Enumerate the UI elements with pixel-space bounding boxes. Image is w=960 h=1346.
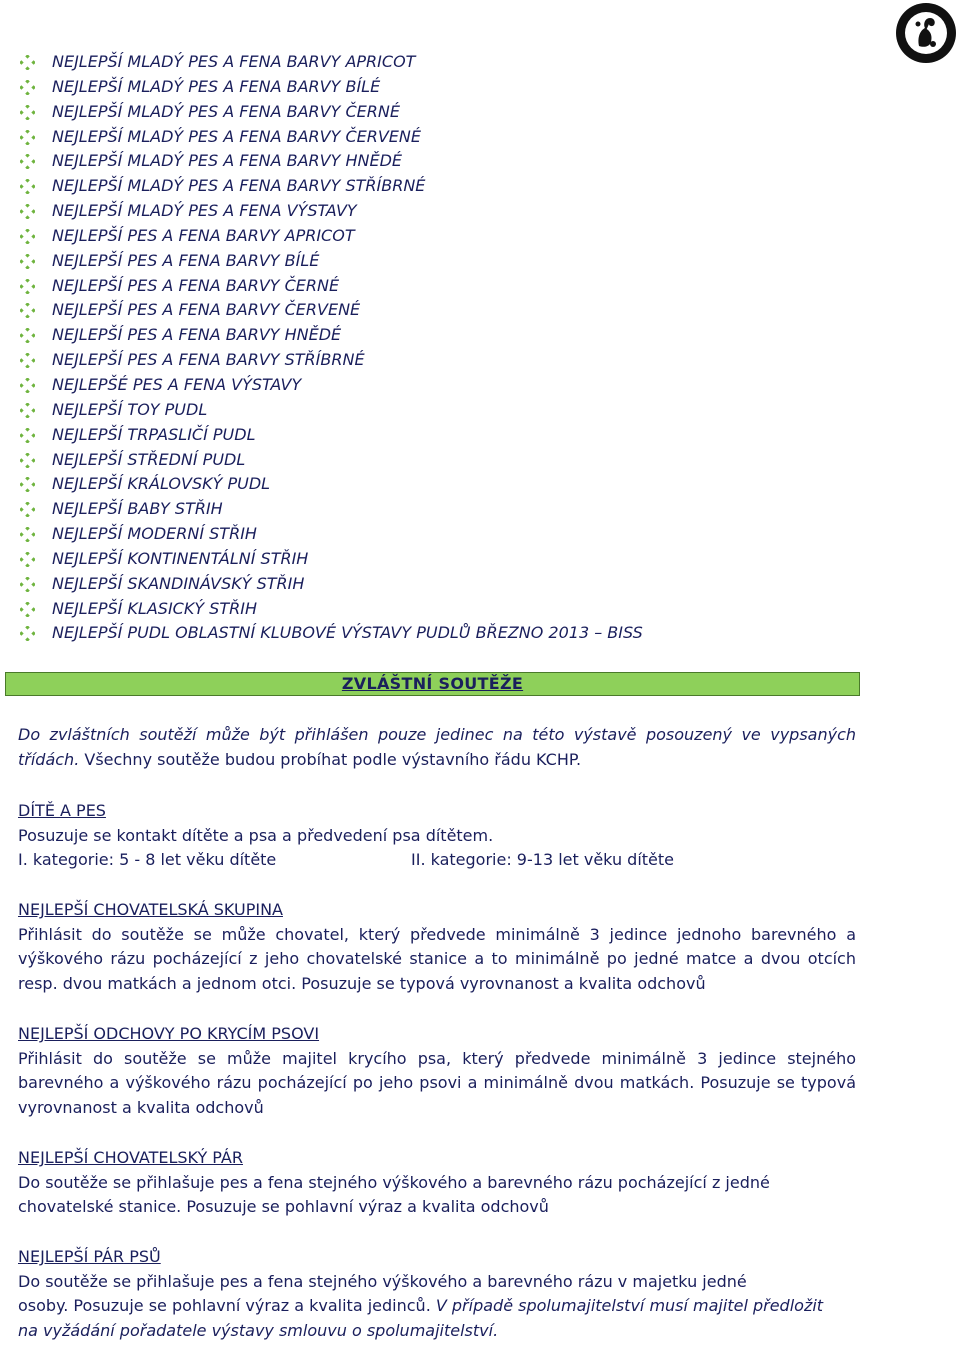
list-item-label: NEJLEPŠÍ MLADÝ PES A FENA BARVY ČERVENÉ (52, 126, 421, 146)
list-item (20, 597, 860, 622)
offspring-heading: NEJLEPŠÍ ODCHOVY PO KRYCÍM PSOVI (18, 1024, 320, 1043)
list-item-label: NEJLEPŠÍ STŘEDNÍ PUDL (52, 449, 246, 469)
diamond-bullet-icon (20, 527, 35, 542)
list-item (20, 423, 860, 448)
list-item-label: NEJLEPŠÍ PES A FENA BARVY STŘÍBRNÉ (52, 350, 365, 370)
diamond-bullet-icon (20, 353, 35, 368)
diamond-bullet-icon (20, 55, 35, 70)
diamond-bullet-icon (20, 229, 35, 244)
breeder-group-line-2: výškového rázu pocházející z jeho chovatelské stanice a to minimálně po jedné matce a dvou otcích (18, 949, 856, 969)
diamond-bullet-icon (20, 378, 35, 393)
diamond-bullet-icon (20, 154, 35, 169)
diamond-bullet-icon (20, 577, 35, 592)
list-item-label: NEJLEPŠÍ KONTINENTÁLNÍ STŘIH (52, 548, 309, 568)
list-item-label: NEJLEPŠÍ KRÁLOVSKÝ PUDL (52, 474, 271, 494)
intro-line-2-rest: Všechny soutěže budou probíhat podle výstavního řádu KCHP. (79, 749, 582, 769)
special-competitions-banner (5, 672, 860, 696)
diamond-bullet-icon (20, 328, 35, 343)
diamond-bullet-icon (20, 279, 35, 294)
list-item-label: NEJLEPŠÍ PES A FENA BARVY ČERVENÉ (52, 300, 361, 320)
list-item-label: NEJLEPŠÍ PES A FENA BARVY APRICOT (52, 225, 355, 245)
list-item (20, 323, 860, 348)
diamond-bullet-icon (20, 453, 35, 468)
diamond-bullet-icon (20, 80, 35, 95)
list-item-label: NEJLEPŠÍ MLADÝ PES A FENA BARVY HNĚDÉ (52, 151, 402, 171)
section-dog-pair (18, 1245, 856, 1343)
diamond-bullet-icon (20, 552, 35, 567)
diamond-bullet-icon (20, 626, 35, 641)
competition-list (20, 50, 860, 646)
list-item (20, 298, 860, 323)
diamond-bullet-icon (20, 179, 35, 194)
diamond-bullet-icon (20, 477, 35, 492)
breeder-group-line-3: resp. dvou matkách a jednom otci. Posuzuje se typová vyrovnanost a kvalita odchovů (18, 973, 706, 993)
list-item (20, 497, 860, 522)
offspring-line-2: barevného a výškového rázu pocházející po jeho psovi a minimálně dvou matkách. Posuzuje se typová (18, 1073, 856, 1093)
list-item (20, 149, 860, 174)
list-item-label: NEJLEPŠÍ MLADÝ PES A FENA VÝSTAVY (52, 201, 357, 221)
list-item (20, 249, 860, 274)
banner-title: ZVLÁŠTNÍ SOUTĚŽE (341, 674, 524, 693)
section-child-and-dog (18, 799, 856, 873)
offspring-line-3: vyrovnanost a kvalita odchovů (18, 1097, 264, 1117)
category-2: II. kategorie: 9-13 let věku dítěte (411, 850, 674, 870)
club-logo (895, 2, 957, 64)
diamond-bullet-icon (20, 428, 35, 443)
diamond-bullet-icon (20, 403, 35, 418)
list-item (20, 472, 860, 497)
breeder-pair-line-1: Do soutěže se přihlašuje pes a fena stejného výškového a barevného rázu pocházející z jedné (18, 1172, 770, 1192)
intro-paragraph (18, 723, 856, 772)
dog-pair-heading: NEJLEPŠÍ PÁR PSŮ (18, 1247, 161, 1266)
dog-pair-line-2b: V případě spolumajitelství musí majitel předložit (430, 1296, 824, 1316)
list-item-label: NEJLEPŠÍ PUDL OBLASTNÍ KLUBOVÉ VÝSTAVY PUDLŮ BŘEZNO 2013 – BISS (52, 623, 643, 643)
dog-pair-line-1: Do soutěže se přihlašuje pes a fena stejného výškového a barevného rázu v majetku jedné (18, 1271, 747, 1291)
diamond-bullet-icon (20, 502, 35, 517)
diamond-bullet-icon (20, 602, 35, 617)
breeder-group-line-1: Přihlásit do soutěže se může chovatel, který předvede minimálně 3 jedince jednoho barevného a (18, 924, 856, 944)
intro-line-2-italic: třídách. (18, 749, 80, 769)
list-item-label: NEJLEPŠÍ KLASICKÝ STŘIH (52, 598, 257, 618)
list-item-label: NEJLEPŠÉ PES A FENA VÝSTAVY (52, 374, 302, 394)
list-item (20, 572, 860, 597)
list-item (20, 373, 860, 398)
list-item-label: NEJLEPŠÍ TOY PUDL (52, 399, 208, 419)
list-item-label: NEJLEPŠÍ SKANDINÁVSKÝ STŘIH (52, 573, 305, 593)
diamond-bullet-icon (20, 105, 35, 120)
list-item (20, 100, 860, 125)
list-item (20, 50, 860, 75)
section-breeder-group (18, 898, 856, 996)
list-item (20, 522, 860, 547)
intro-line-1: Do zvláštních soutěží může být přihlášen pouze jedinec na této výstavě posouzený ve vypsaných (18, 725, 856, 744)
list-item-label: NEJLEPŠÍ MLADÝ PES A FENA BARVY ČERNÉ (52, 101, 400, 121)
list-item (20, 75, 860, 100)
list-item (20, 448, 860, 473)
breeder-pair-line-2: chovatelské stanice. Posuzuje se pohlavní výraz a kvalita odchovů (18, 1197, 549, 1217)
breeder-group-heading: NEJLEPŠÍ CHOVATELSKÁ SKUPINA (18, 900, 283, 919)
list-item (20, 174, 860, 199)
dog-pair-line-3: na vyžádání pořadatele výstavy smlouvu o spolumajitelství. (18, 1320, 499, 1340)
list-item-label: NEJLEPŠÍ PES A FENA BARVY HNĚDÉ (52, 325, 342, 345)
list-item-label: NEJLEPŠÍ TRPASLIČÍ PUDL (52, 424, 256, 444)
section-breeder-pair (18, 1146, 856, 1220)
breeder-pair-heading: NEJLEPŠÍ CHOVATELSKÝ PÁR (18, 1148, 243, 1167)
list-item-label: NEJLEPŠÍ MLADÝ PES A FENA BARVY APRICOT (52, 52, 416, 71)
offspring-line-1: Přihlásit do soutěže se může majitel krycího psa, který předvede minimálně 3 jedince stejného (18, 1048, 856, 1068)
dog-pair-line-2a: osoby. Posuzuje se pohlavní výraz a kvalita jedinců. (18, 1296, 431, 1316)
list-item-label: NEJLEPŠÍ MODERNÍ STŘIH (52, 524, 257, 544)
list-item-label: NEJLEPŠÍ PES A FENA BARVY BÍLÉ (52, 250, 320, 270)
list-item (20, 398, 860, 423)
list-item (20, 224, 860, 249)
list-item-label: NEJLEPŠÍ BABY STŘIH (52, 499, 223, 519)
list-item (20, 125, 860, 150)
list-item (20, 348, 860, 373)
diamond-bullet-icon (20, 303, 35, 318)
child-and-dog-text: Posuzuje se kontakt dítěte a psa a předvedení psa dítětem. (18, 825, 494, 845)
list-item-label: NEJLEPŠÍ PES A FENA BARVY ČERNÉ (52, 275, 340, 295)
list-item (20, 547, 860, 572)
list-item (20, 274, 860, 299)
list-item-label: NEJLEPŠÍ MLADÝ PES A FENA BARVY STŘÍBRNÉ (52, 176, 426, 196)
list-item (20, 621, 860, 646)
section-offspring (18, 1022, 856, 1120)
child-and-dog-heading: DÍTĚ A PES (18, 801, 106, 820)
diamond-bullet-icon (20, 130, 35, 145)
list-item (20, 199, 860, 224)
diamond-bullet-icon (20, 254, 35, 269)
diamond-bullet-icon (20, 204, 35, 219)
category-1: I. kategorie: 5 - 8 let věku dítěte (18, 850, 277, 870)
list-item-label: NEJLEPŠÍ MLADÝ PES A FENA BARVY BÍLÉ (52, 76, 381, 96)
